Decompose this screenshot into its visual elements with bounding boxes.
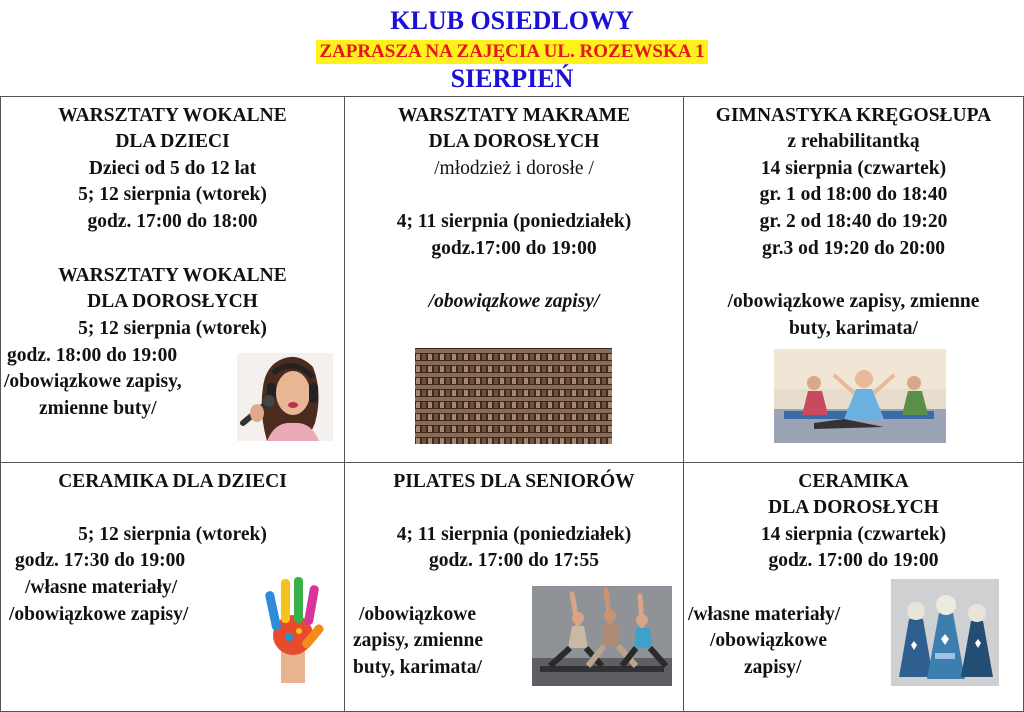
cell-line: godz.17:00 do 19:00: [431, 238, 597, 259]
page-title: KLUB OSIEDLOWY: [390, 6, 634, 35]
cell-line: PILATES DLA SENIORÓW: [393, 471, 635, 492]
cell-line: 4; 11 sierpnia (poniedziałek): [396, 524, 632, 545]
cell-line: /własne materiały/: [25, 577, 178, 598]
cell-line: 4; 11 sierpnia (poniedziałek): [396, 211, 632, 232]
cell-line: godz. 17:00 do 19:00: [768, 550, 939, 571]
cell-macrame-workshops: [345, 97, 684, 463]
cell-line: godz. 17:00 do 17:55: [428, 550, 600, 571]
cell-line: DLA DOROSŁYCH: [87, 291, 258, 312]
cell-line: /własne materiały/: [688, 604, 841, 625]
painted-hand-photo: [253, 573, 333, 683]
cell-line: DLA DOROSŁYCH: [428, 131, 600, 152]
cell-line: /młodzież i dorosłe /: [434, 158, 594, 179]
page-subtitle: ZAPRASZA NA ZAJĘCIA UL. ROZEWSKA 1: [316, 40, 707, 64]
cell-line: /obowiązkowe zapisy/: [9, 604, 189, 625]
cell-line: godz. 17:30 do 19:00: [15, 550, 186, 571]
schedule-table: [0, 96, 1024, 712]
cell-ceramics-adults: [684, 463, 1024, 712]
cell-line: 14 sierpnia (czwartek): [760, 524, 947, 545]
cell-line: /obowiązkowe zapisy/: [428, 291, 600, 312]
cell-line: gr. 2 od 18:40 do 19:20: [759, 211, 948, 232]
cell-line: z rehabilitantką: [787, 131, 920, 152]
cell-line: GIMNASTYKA KRĘGOSŁUPA: [715, 105, 992, 126]
gymnastics-class-photo: [774, 349, 946, 443]
cell-line: godz. 17:00 do 18:00: [87, 211, 258, 232]
cell-line: zapisy/: [744, 657, 802, 678]
macrame-weave-photo: [415, 348, 612, 444]
cell-line: gr.3 od 19:20 do 20:00: [762, 238, 945, 259]
cell-line: buty, karimata/: [789, 318, 918, 339]
cell-line: CERAMIKA: [798, 471, 909, 492]
cell-line: /obowiązkowe: [359, 604, 476, 625]
cell-line: CERAMIKA DLA DZIECI: [58, 471, 287, 492]
pilates-class-photo: [532, 586, 672, 686]
cell-line: 5; 12 sierpnia (wtorek): [78, 318, 267, 339]
month-title: SIERPIEŃ: [450, 64, 574, 93]
singer-photo: [237, 353, 333, 441]
cell-vocal-workshops: [1, 97, 345, 463]
cell-spine-gymnastics: [684, 97, 1024, 463]
cell-line: 5; 12 sierpnia (wtorek): [78, 524, 267, 545]
cell-line: WARSZTATY WOKALNE: [58, 265, 287, 286]
cell-line: 5; 12 sierpnia (wtorek): [78, 184, 267, 205]
cell-line: WARSZTATY WOKALNE: [58, 105, 287, 126]
cell-line: 14 sierpnia (czwartek): [760, 158, 947, 179]
cell-line: WARSZTATY MAKRAME: [397, 105, 631, 126]
cell-pilates-seniors: [345, 463, 684, 712]
cell-line: zmienne buty/: [39, 398, 157, 419]
cell-line: buty, karimata/: [353, 657, 482, 678]
cell-line: zapisy, zmienne: [353, 630, 483, 651]
cell-line: DLA DZIECI: [115, 131, 230, 152]
cell-line: /obowiązkowe zapisy,: [4, 371, 182, 392]
ceramic-figures-photo: [891, 579, 999, 686]
cell-line: gr. 1 od 18:00 do 18:40: [759, 184, 948, 205]
cell-line: Dzieci od 5 do 12 lat: [88, 158, 257, 179]
cell-line: /obowiązkowe zapisy, zmienne: [727, 291, 980, 312]
cell-line: /obowiązkowe: [710, 630, 827, 651]
cell-ceramics-kids: [1, 463, 345, 712]
cell-line: DLA DOROSŁYCH: [768, 497, 939, 518]
cell-line: godz. 18:00 do 19:00: [7, 345, 178, 366]
